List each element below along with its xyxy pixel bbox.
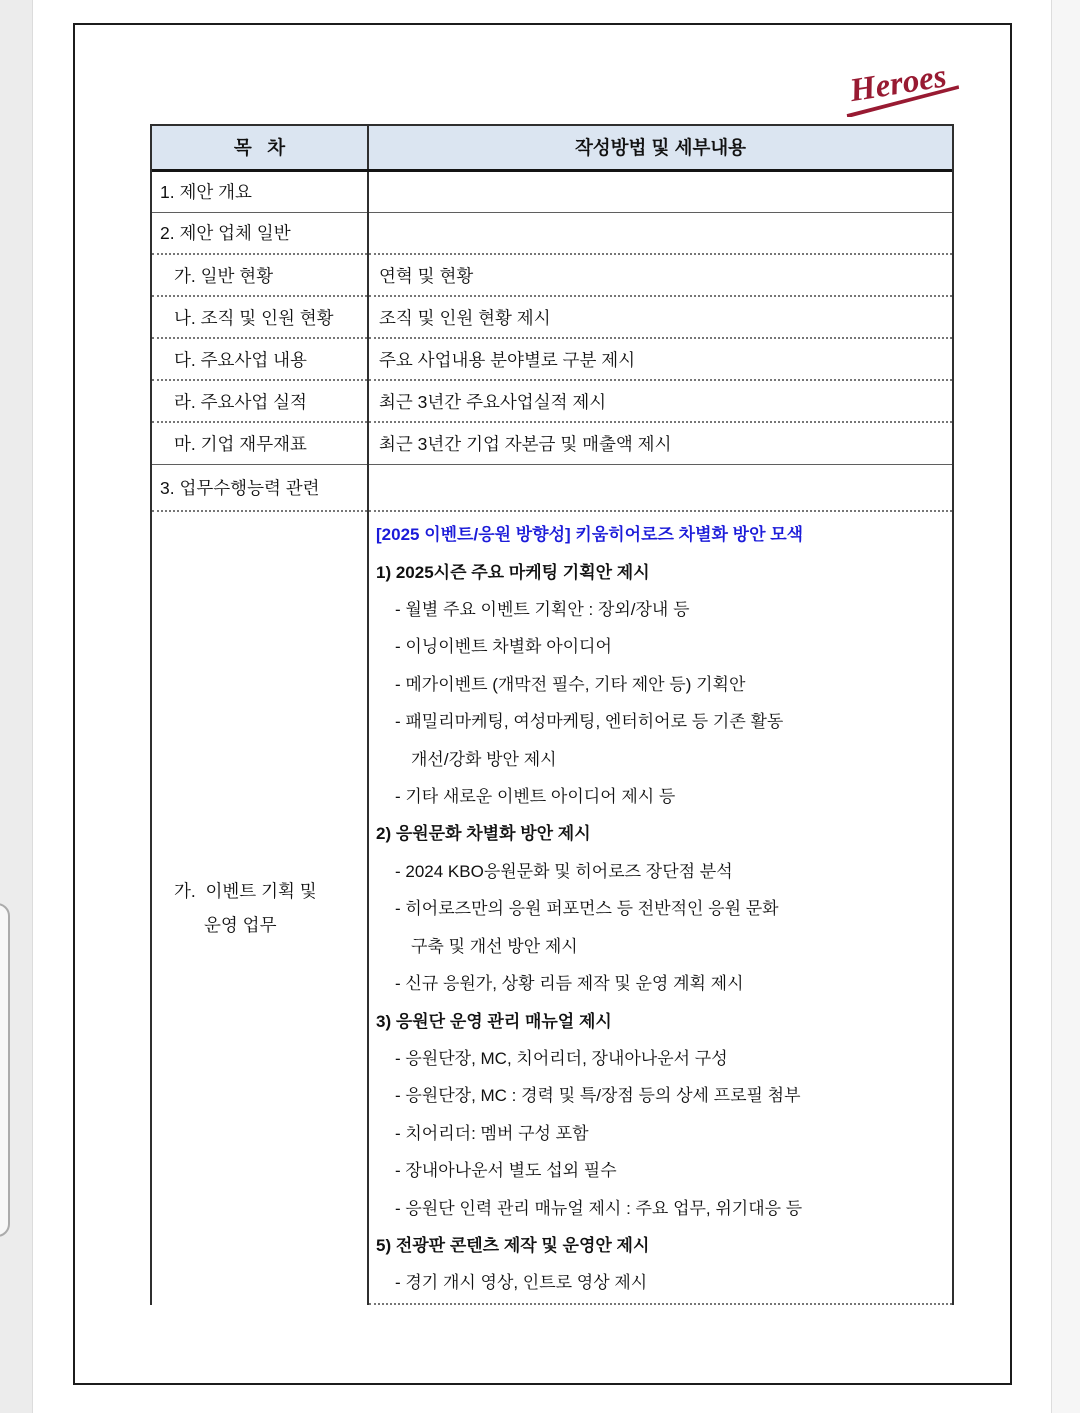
detail-row xyxy=(152,511,952,1304)
detail-line-dash: - 월별 주요 이벤트 기획안 : 장외/장내 등 xyxy=(395,600,690,620)
toc-cell: 마. 기업 재무재표 xyxy=(152,422,368,464)
table-row xyxy=(152,338,952,380)
heroes-logo-text: Heroes xyxy=(847,58,949,110)
scrollbar-thumb[interactable] xyxy=(0,903,10,1237)
table-header-row xyxy=(152,126,952,170)
detail-line-cont: 구축 및 개선 방안 제시 xyxy=(411,936,578,956)
detail-line-dash: - 이닝이벤트 차별화 아이디어 xyxy=(395,637,612,657)
toc-cell: 라. 주요사업 실적 xyxy=(152,380,368,422)
toc-table xyxy=(150,124,954,1305)
toc-cell: 다. 주요사업 내용 xyxy=(152,338,368,380)
table-row xyxy=(152,254,952,296)
detail-line-dash: - 응원단장, MC, 치어리더, 장내아나운서 구성 xyxy=(395,1048,728,1068)
detail-line-dash: - 메가이벤트 (개막전 필수, 기타 제안 등) 기획안 xyxy=(395,674,746,694)
details-cell: 주요 사업내용 분야별로 구분 제시 xyxy=(368,338,952,380)
detail-line-num: 5) 전광판 콘텐츠 제작 및 운영안 제시 xyxy=(376,1235,650,1255)
detail-line-dash: - 응원단장, MC : 경력 및 특/장점 등의 상세 프로필 첨부 xyxy=(395,1086,801,1106)
details-cell: 조직 및 인원 현황 제시 xyxy=(368,296,952,338)
table-row xyxy=(152,380,952,422)
table-row xyxy=(152,464,952,511)
toc-cell: 3. 업무수행능력 관련 xyxy=(152,464,368,511)
table-row xyxy=(152,296,952,338)
table-row xyxy=(152,170,952,212)
detail-label-line: 가. 이벤트 기획 및 xyxy=(174,881,317,901)
right-gutter xyxy=(1051,0,1080,1413)
detail-line-num: 2) 응원문화 차별화 방안 제시 xyxy=(376,824,591,844)
detail-line-dash: - 치어리더: 멤버 구성 포함 xyxy=(395,1123,589,1143)
detail-line-dash: - 장내아나운서 별도 섭외 필수 xyxy=(395,1161,617,1181)
toc-cell: 2. 제안 업체 일반 xyxy=(152,212,368,254)
detail-line-dash: - 신규 응원가, 상황 리듬 제작 및 운영 계획 제시 xyxy=(395,974,744,994)
header-cell-details: 작성방법 및 세부내용 xyxy=(368,126,952,170)
table-row xyxy=(152,422,952,464)
left-gutter xyxy=(0,0,33,1413)
details-cell xyxy=(368,212,952,254)
details-cell: 최근 3년간 기업 자본금 및 매출액 제시 xyxy=(368,422,952,464)
detail-line-cont: 개선/강화 방안 제시 xyxy=(411,749,557,769)
detail-line-dash: - 응원단 인력 관리 매뉴얼 제시 : 주요 업무, 위기대응 등 xyxy=(395,1198,803,1218)
document-page xyxy=(73,23,1012,1385)
detail-line-num: 1) 2025시즌 주요 마케팅 기획안 제시 xyxy=(376,562,650,582)
detail-content-cell xyxy=(368,511,952,1304)
detail-label xyxy=(152,874,367,942)
detail-table-body xyxy=(152,511,952,1304)
detail-line-dash: - 경기 개시 영상, 인트로 영상 제시 xyxy=(395,1273,648,1293)
detail-label-line: 운영 업무 xyxy=(204,915,277,935)
details-cell: 연혁 및 현황 xyxy=(368,254,952,296)
heroes-logo xyxy=(840,55,966,117)
detail-content xyxy=(369,516,952,1302)
details-cell xyxy=(368,464,952,511)
toc-cell: 가. 일반 현황 xyxy=(152,254,368,296)
detail-line-num: 3) 응원단 운영 관리 매뉴얼 제시 xyxy=(376,1011,612,1031)
detail-label-cell xyxy=(152,511,368,1304)
toc-cell: 나. 조직 및 인원 현황 xyxy=(152,296,368,338)
detail-line-dash: - 기타 새로운 이벤트 아이디어 제시 등 xyxy=(395,787,676,807)
detail-line-dash: - 패밀리마케팅, 여성마케팅, 엔터히어로 등 기존 활동 xyxy=(395,712,784,732)
table-row xyxy=(152,212,952,254)
toc-table-body xyxy=(152,170,952,511)
details-cell: 최근 3년간 주요사업실적 제시 xyxy=(368,380,952,422)
header-cell-toc: 목 차 xyxy=(152,126,368,170)
details-cell xyxy=(368,170,952,212)
detail-line-blue: [2025 이벤트/응원 방향성] 키움히어로즈 차별화 방안 모색 xyxy=(376,525,804,545)
detail-line-dash: - 2024 KBO응원문화 및 히어로즈 장단점 분석 xyxy=(395,861,733,881)
detail-line-dash: - 히어로즈만의 응원 퍼포먼스 등 전반적인 응원 문화 xyxy=(395,899,779,919)
toc-cell: 1. 제안 개요 xyxy=(152,170,368,212)
